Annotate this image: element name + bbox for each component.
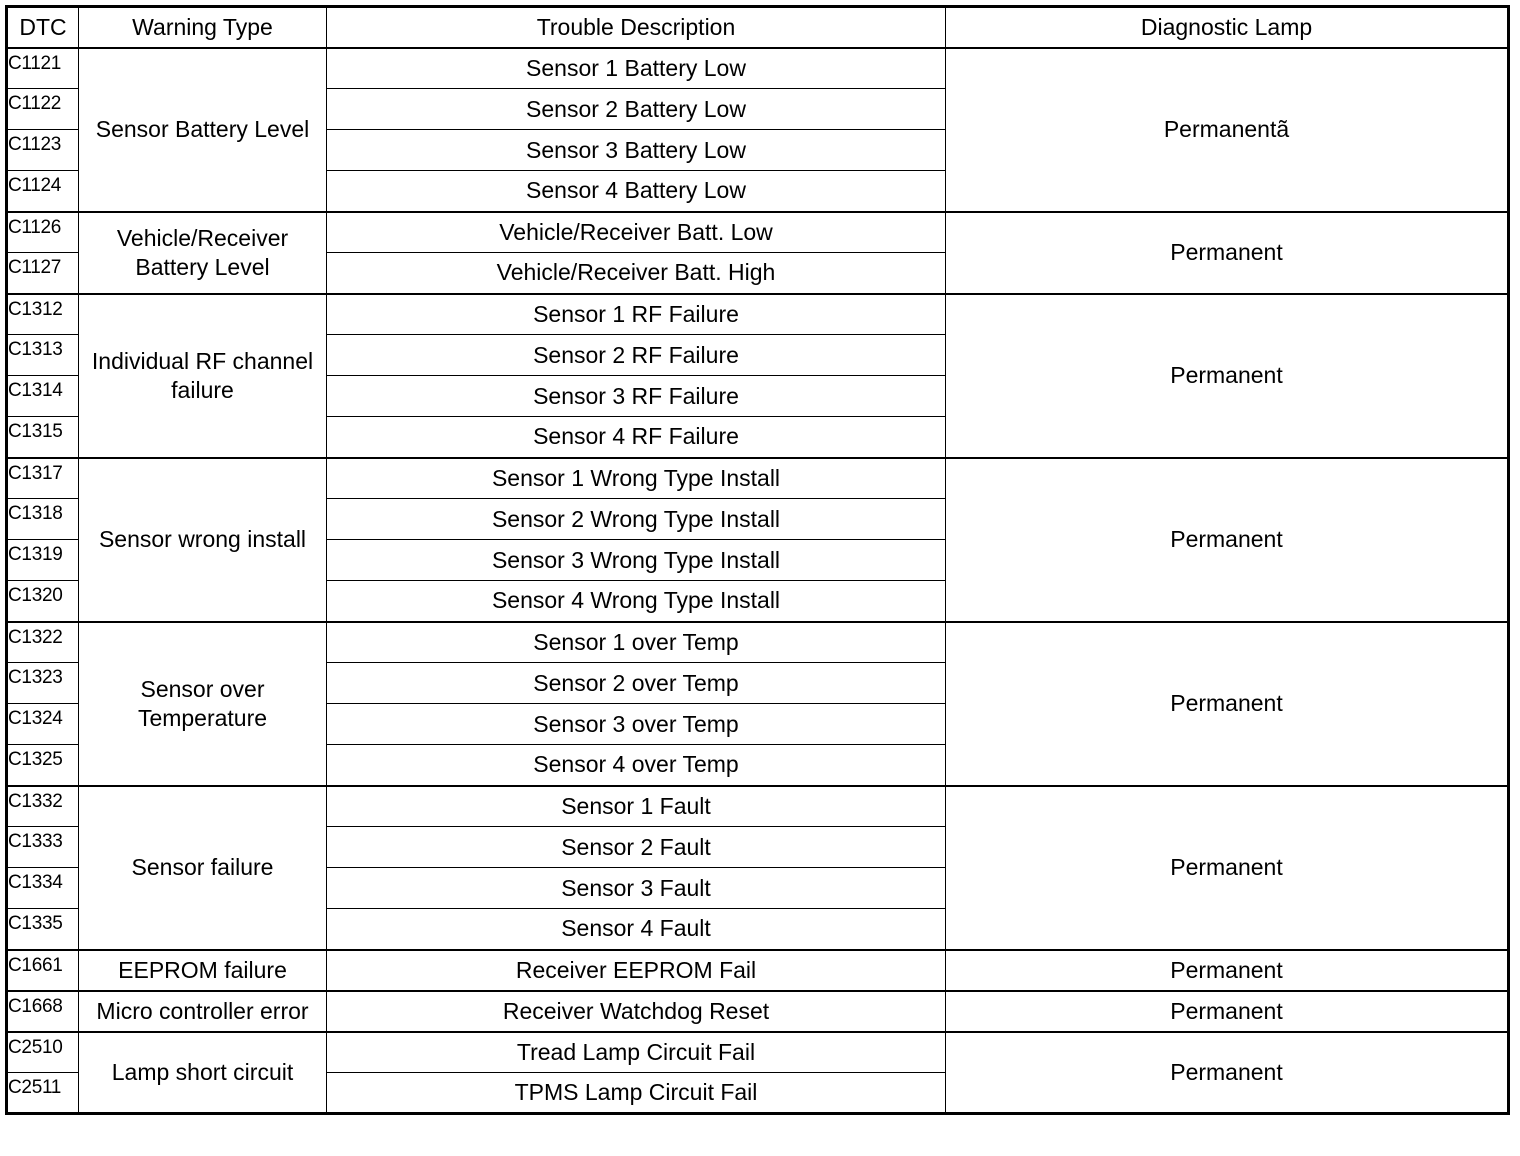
dtc-code: C1123 (7, 130, 79, 171)
dtc-code: C1313 (7, 335, 79, 376)
diagnostic-lamp: Permanent (946, 950, 1509, 991)
trouble-description: Receiver EEPROM Fail (327, 950, 946, 991)
diagnostic-lamp: Permanent (946, 1032, 1509, 1114)
table-row (7, 786, 1509, 827)
dtc-table (5, 5, 1510, 1115)
warning-type-cell (79, 1032, 327, 1114)
diagnostic-lamp: Permanentã (946, 48, 1509, 212)
table-row (7, 212, 1509, 253)
header-warning-type: Warning Type (79, 7, 327, 48)
trouble-description: Receiver Watchdog Reset (327, 991, 946, 1032)
warning-type: Sensor wrong install (98, 526, 307, 552)
diagnostic-lamp: Permanent (946, 786, 1509, 950)
trouble-description: Vehicle/Receiver Batt. High (327, 253, 946, 294)
dtc-code: C1335 (7, 909, 79, 950)
trouble-description: Sensor 4 over Temp (327, 745, 946, 786)
trouble-description: Sensor 2 Battery Low (327, 89, 946, 130)
warning-type-cell (79, 212, 327, 294)
trouble-description: Sensor 4 Wrong Type Install (327, 581, 946, 622)
dtc-code: C1668 (7, 991, 79, 1032)
trouble-description: Sensor 2 Wrong Type Install (327, 499, 946, 540)
table-row (7, 1032, 1509, 1073)
diagnostic-lamp: Permanent (946, 991, 1509, 1032)
warning-type: Sensor Battery Level (95, 116, 310, 142)
warning-type: Sensor over Temperature (137, 675, 268, 731)
dtc-code: C1126 (7, 212, 79, 253)
warning-type-cell (79, 991, 327, 1032)
header-dtc: DTC (7, 7, 79, 48)
trouble-description: Sensor 2 over Temp (327, 663, 946, 704)
trouble-description: Sensor 2 Fault (327, 827, 946, 868)
table-row (7, 991, 1509, 1032)
dtc-code: C1661 (7, 950, 79, 991)
warning-type: Individual RF channel failure (91, 347, 314, 403)
trouble-description: Sensor 1 Wrong Type Install (327, 458, 946, 499)
trouble-description: Vehicle/Receiver Batt. Low (327, 212, 946, 253)
table-body (7, 48, 1509, 1114)
dtc-code: C1324 (7, 704, 79, 745)
dtc-code: C1333 (7, 827, 79, 868)
warning-type-cell (79, 950, 327, 991)
trouble-description: Sensor 1 over Temp (327, 622, 946, 663)
warning-type-cell (79, 786, 327, 950)
trouble-description: TPMS Lamp Circuit Fail (327, 1073, 946, 1114)
trouble-description: Sensor 3 RF Failure (327, 376, 946, 417)
warning-type: Sensor failure (131, 854, 274, 880)
warning-type: Vehicle/Receiver Battery Level (116, 224, 289, 280)
dtc-code: C1124 (7, 171, 79, 212)
dtc-code: C1320 (7, 581, 79, 622)
trouble-description: Tread Lamp Circuit Fail (327, 1032, 946, 1073)
dtc-code: C1334 (7, 868, 79, 909)
dtc-code: C1122 (7, 89, 79, 130)
table-row (7, 950, 1509, 991)
warning-type-cell (79, 48, 327, 212)
trouble-description: Sensor 4 Battery Low (327, 171, 946, 212)
trouble-description: Sensor 2 RF Failure (327, 335, 946, 376)
dtc-code: C2510 (7, 1032, 79, 1073)
dtc-code: C1323 (7, 663, 79, 704)
dtc-code: C1314 (7, 376, 79, 417)
dtc-code: C1127 (7, 253, 79, 294)
header-row (7, 7, 1509, 48)
dtc-code: C1312 (7, 294, 79, 335)
header-trouble-description: Trouble Description (327, 7, 946, 48)
trouble-description: Sensor 4 RF Failure (327, 417, 946, 458)
header-diagnostic-lamp: Diagnostic Lamp (946, 7, 1509, 48)
dtc-code: C1318 (7, 499, 79, 540)
dtc-code: C1315 (7, 417, 79, 458)
warning-type-cell (79, 294, 327, 458)
trouble-description: Sensor 3 Wrong Type Install (327, 540, 946, 581)
dtc-code: C1322 (7, 622, 79, 663)
diagnostic-lamp: Permanent (946, 622, 1509, 786)
dtc-code: C1317 (7, 458, 79, 499)
dtc-code: C1319 (7, 540, 79, 581)
table-row (7, 458, 1509, 499)
warning-type: Micro controller error (96, 997, 309, 1024)
warning-type-cell (79, 622, 327, 786)
trouble-description: Sensor 4 Fault (327, 909, 946, 950)
warning-type: EEPROM failure (118, 956, 287, 983)
diagnostic-lamp: Permanent (946, 294, 1509, 458)
warning-type-cell (79, 458, 327, 622)
trouble-description: Sensor 3 over Temp (327, 704, 946, 745)
trouble-description: Sensor 3 Battery Low (327, 130, 946, 171)
dtc-code: C2511 (7, 1073, 79, 1114)
trouble-description: Sensor 1 RF Failure (327, 294, 946, 335)
dtc-code: C1332 (7, 786, 79, 827)
diagnostic-lamp: Permanent (946, 212, 1509, 294)
trouble-description: Sensor 1 Battery Low (327, 48, 946, 89)
dtc-code: C1325 (7, 745, 79, 786)
diagnostic-lamp: Permanent (946, 458, 1509, 622)
trouble-description: Sensor 1 Fault (327, 786, 946, 827)
dtc-code: C1121 (7, 48, 79, 89)
table-row (7, 294, 1509, 335)
trouble-description: Sensor 3 Fault (327, 868, 946, 909)
table-row (7, 622, 1509, 663)
table-row (7, 48, 1509, 89)
warning-type: Lamp short circuit (111, 1058, 294, 1085)
